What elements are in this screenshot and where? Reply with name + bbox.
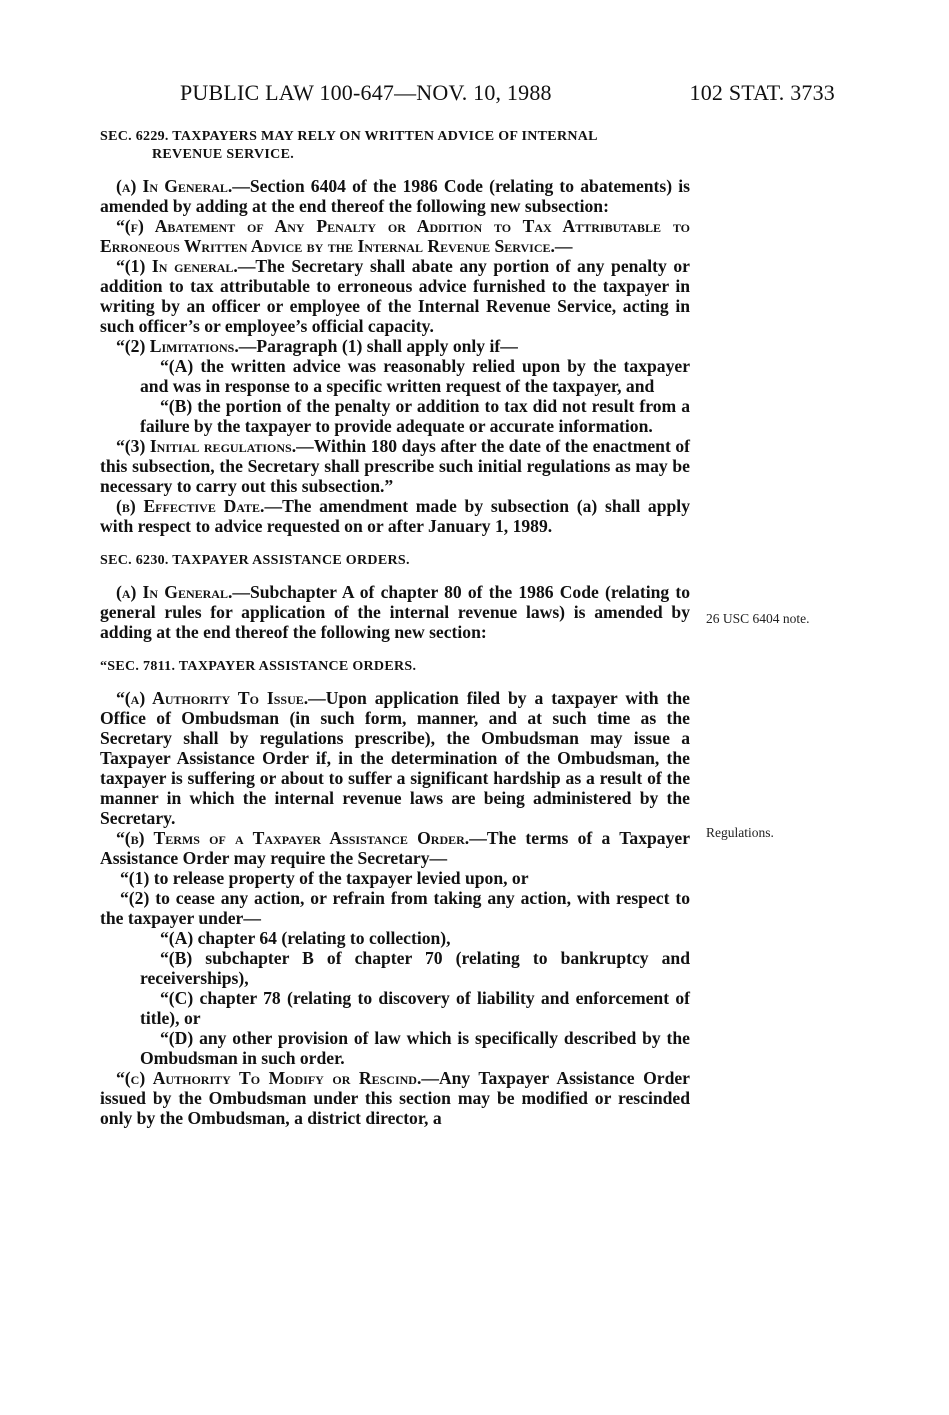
para-f1-text: —The Secretary shall abate any portion of any penalty or addition to tax attributable to erroneous advice furnished to the taxpayer in writing by an officer or employee of the Internal Revenue Service, acting in such officer’s or employee’s official capacity. — [100, 256, 690, 336]
subsection-f-heading — [100, 216, 690, 256]
sec-7811-b-label: “(b) Terms of a Taxpayer Assistance Order. — [116, 828, 470, 848]
para-f2-label: “(2) Limitations. — [116, 336, 239, 356]
sec-6229-a-label: (a) In General. — [116, 176, 233, 196]
sec-7811-b2D: “(D) any other provision of law which is specifically described by the Ombudsman in such order. — [140, 1028, 690, 1068]
margin-note-usc: 26 USC 6404 note. — [706, 611, 810, 626]
para-f1-label: “(1) In general. — [116, 256, 238, 276]
header-stat-page: 102 STAT. 3733 — [689, 80, 835, 105]
sec-7811-b1: “(1) to release property of the taxpayer levied upon, or — [120, 868, 529, 888]
page-header — [180, 80, 835, 112]
subsection-f-label: “(f) Abatement of Any Penalty or Addition to Tax Attributable to Erroneous Written Advice by the Internal Revenue Service. — [100, 216, 690, 256]
sec-7811-b — [100, 828, 690, 868]
para-f1 — [100, 256, 690, 336]
para-f3-label: “(3) Initial regulations. — [116, 436, 297, 456]
sec-6230-a-label: (a) In General. — [116, 582, 233, 602]
sec-7811-c-label: “(c) Authority To Modify or Rescind. — [116, 1068, 422, 1088]
header-law-citation: PUBLIC LAW 100-647—NOV. 10, 1988 — [180, 80, 552, 105]
sec-7811-a-text: —Upon application filed by a taxpayer with the Office of Ombudsman (in such form, manner, and at such time as the Secretary shall by regulations prescribe), the Ombudsman may issue a Taxpayer Assistance Order if, in the determination of the Ombudsman, the taxpayer is suffering or about to suffer a significant hardship as a result of the manner in which the internal revenue laws are being administered by the Secretary. — [100, 688, 690, 828]
body-text — [100, 128, 690, 1128]
sec-7811-c-text: —Any Taxpayer Assistance Order issued by the Ombudsman under this section may be modified or rescinded only by the Ombudsman, a district director, a — [100, 1068, 690, 1128]
sec-6229-a-text: —Section 6404 of the 1986 Code (relating to abatements) is amended by adding at the end thereof the following new subsection: — [100, 176, 690, 216]
subsection-f-dash: — — [554, 236, 573, 256]
sec-7811-b-text: —The terms of a Taxpayer Assistance Order may require the Secretary— — [100, 828, 691, 868]
sec-7811-b2C: “(C) chapter 78 (relating to discovery of liability and enforcement of title), or — [140, 988, 690, 1028]
para-f2A: “(A) the written advice was reasonably relied upon by the taxpayer and was in response to a specific written request of the taxpayer, and — [140, 356, 690, 396]
para-f3 — [100, 436, 690, 496]
sec-7811-a — [100, 688, 690, 828]
sec-6229-b — [100, 496, 690, 536]
sec-6229-heading-line2: REVENUE SERVICE. — [152, 147, 295, 162]
para-f1-body — [100, 256, 690, 336]
sec-6230-a — [100, 582, 690, 642]
sec-7811-heading: “SEC. 7811. TAXPAYER ASSISTANCE ORDERS. — [100, 659, 417, 674]
sec-6230-heading: SEC. 6230. TAXPAYER ASSISTANCE ORDERS. — [100, 553, 410, 568]
sec-6229-b-label: (b) Effective Date. — [116, 496, 265, 516]
para-f2 — [100, 336, 690, 356]
sec-7811-b2B: “(B) subchapter B of chapter 70 (relating to bankruptcy and receiverships), — [140, 948, 690, 988]
sec-7811-b2: “(2) to cease any action, or refrain from taking any action, with respect to the taxpayer under— — [100, 888, 690, 928]
margin-note-regulations: Regulations. — [706, 825, 774, 840]
sec-6230-a-text: —Subchapter A of chapter 80 of the 1986 Code (relating to general rules for application of the internal revenue laws) is amended by adding at the end thereof the following new section: — [100, 582, 690, 642]
sec-7811-c — [100, 1068, 690, 1128]
sec-7811-a-label: “(a) Authority To Issue. — [116, 688, 309, 708]
sec-7811-b2A: “(A) chapter 64 (relating to collection), — [160, 928, 451, 948]
sec-6229-b-text: —The amendment made by subsection (a) shall apply with respect to advice requested on or after January 1, 1989. — [100, 496, 690, 536]
para-f3-text: —Within 180 days after the date of the enactment of this subsection, the Secretary shall prescribe such initial regulations as may be necessary to carry out this subsection.” — [100, 436, 690, 496]
sec-6229-heading-line1: SEC. 6229. TAXPAYERS MAY RELY ON WRITTEN ADVICE OF INTERNAL — [100, 129, 598, 144]
sec-6229-a — [100, 176, 690, 216]
para-f2B: “(B) the portion of the penalty or addition to tax did not result from a failure by the taxpayer to provide adequate or accurate information. — [140, 396, 690, 436]
sec-6229-heading — [100, 128, 690, 164]
para-f2-text: —Paragraph (1) shall apply only if— — [238, 336, 518, 356]
